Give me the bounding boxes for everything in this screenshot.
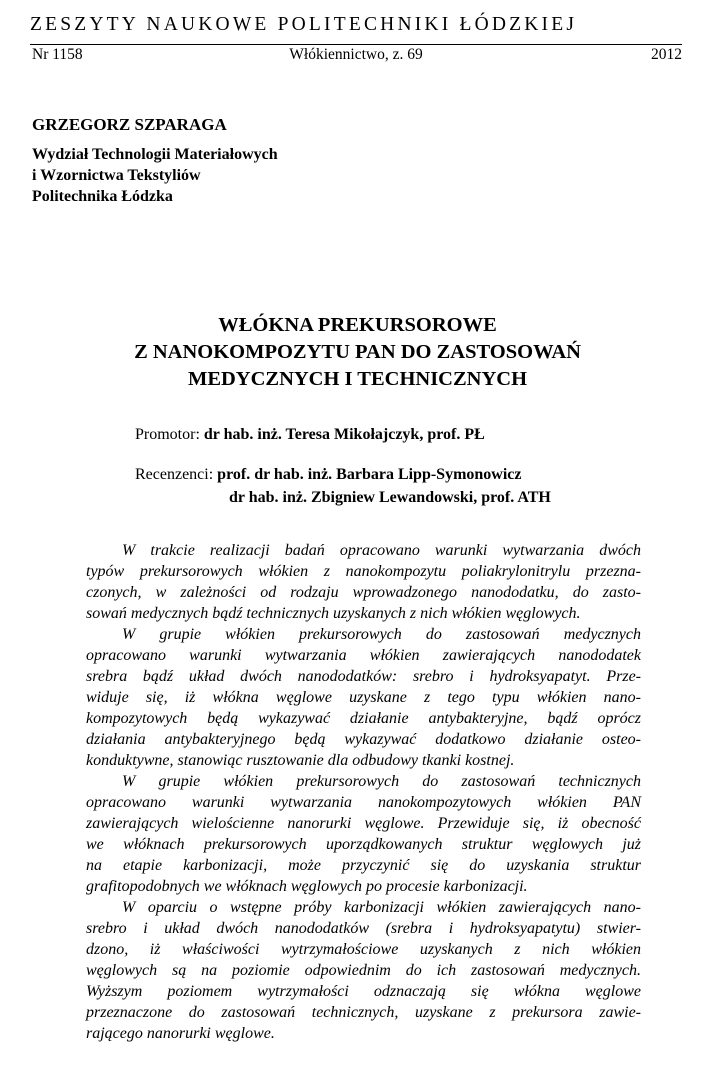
abstract-line: W trakcie realizacji badań opracowano warunki wytwarzania dwóch <box>122 542 641 559</box>
abstract-line: czonych, w zależności od rodzaju wprowadzonego nanododatku, do zasto- <box>86 584 641 601</box>
abstract-line: widuje się, iż włókna węglowe uzyskane z tego typu włókien nano- <box>86 689 641 706</box>
paper-title <box>0 312 715 393</box>
abstract-line: W oparciu o wstępne próby karbonizacji włókien zawierających nano- <box>122 899 641 916</box>
affiliation-line: Wydział Technologii Materiałowych <box>32 146 278 163</box>
issue-info <box>30 45 682 65</box>
abstract-line: W grupie włókien prekursorowych do zastosowań technicznych <box>122 773 641 790</box>
abstract-line: na etapie karbonizacji, może przyczynić się do uzyskania struktur <box>86 857 641 874</box>
affiliation-line: Politechnika Łódzka <box>32 188 173 205</box>
abstract-line: we włóknach prekursorowych uporządkowanych struktur węglowych już <box>86 836 641 853</box>
title-line: MEDYCZNYCH I TECHNICZNYCH <box>187 368 528 390</box>
abstract-line: srebro i układ dwóch nanododatków (srebra i hydroksyapatytu) stwier- <box>86 920 641 937</box>
abstract <box>86 540 641 1044</box>
issue-number: Nr 1158 <box>32 46 83 63</box>
abstract-line: opracowano warunki wytwarzania nanokompozytowych włókien PAN <box>86 794 641 811</box>
abstract-line: kompozytowych będą wykazywać działanie antybakteryjne, bądź oprócz <box>86 710 641 727</box>
author-block <box>32 114 278 207</box>
abstract-line: opracowano warunki wytwarzania włókien zawierających nanododatek <box>86 647 641 664</box>
abstract-line: działania antybakteryjnego będą wykazywać dodatkowo działanie osteo- <box>86 731 641 748</box>
abstract-line: rającego nanorurki węglowe. <box>86 1025 275 1042</box>
abstract-line: przeznaczone do zastosowań technicznych, uzyskane z prekursora zawie- <box>86 1004 641 1021</box>
series-volume: Włókiennictwo, z. 69 <box>289 46 423 63</box>
abstract-line: węglowych są na poziomie odpowiednim do ich zastosowań medycznych. <box>86 962 641 979</box>
reviewer-name: dr hab. inż. Zbigniew Lewandowski, prof. ATH <box>229 489 551 506</box>
abstract-line: sowań medycznych bądź technicznych uzyskanych z nich włókien węglowych. <box>86 605 581 622</box>
title-line: WŁÓKNA PREKURSOROWE <box>218 314 497 336</box>
abstract-line: zawierających wielościenne nanorurki węglowe. Przewiduje się, iż obecność <box>86 815 641 832</box>
reviewers-label: Recenzenci: <box>135 466 214 483</box>
reviewer-name: prof. dr hab. inż. Barbara Lipp-Symonowicz <box>217 466 522 483</box>
abstract-line: grafitopodobnych we włóknach węglowych po procesie karbonizacji. <box>86 878 528 895</box>
promotor-line <box>135 424 485 445</box>
abstract-line: Wyższym poziomem wytrzymałości odznaczają się włókna węglowe <box>86 983 641 1000</box>
title-line: Z NANOKOMPOZYTU PAN DO ZASTOSOWAŃ <box>134 341 581 363</box>
abstract-line: srebra bądź układ dwóch nanododatków: srebro i hydroksyapatyt. Prze- <box>86 668 641 685</box>
promotor-name: dr hab. inż. Teresa Mikołajczyk, prof. PŁ <box>203 426 485 443</box>
abstract-line: dzono, iż właściwości wytrzymałościowe uzyskanych z nich włókien <box>86 941 641 958</box>
promotor-label: Promotor: <box>135 426 200 443</box>
abstract-line: W grupie włókien prekursorowych do zastosowań medycznych <box>122 626 641 643</box>
author-name: GRZEGORZ SZPARAGA <box>32 115 227 134</box>
abstract-line: konduktywne, stanowiąc rusztowanie dla odbudowy tkanki kostnej. <box>86 752 515 769</box>
reviewers-line <box>135 464 522 485</box>
journal-title: ZESZYTY NAUKOWE POLITECHNIKI ŁÓDZKIEJ <box>30 14 578 35</box>
abstract-line: typów prekursorowych włókien z nanokompozytu poliakrylonitrylu przezna- <box>86 563 641 580</box>
affiliation-line: i Wzornictwa Tekstyliów <box>32 167 201 184</box>
issue-year: 2012 <box>651 46 682 63</box>
